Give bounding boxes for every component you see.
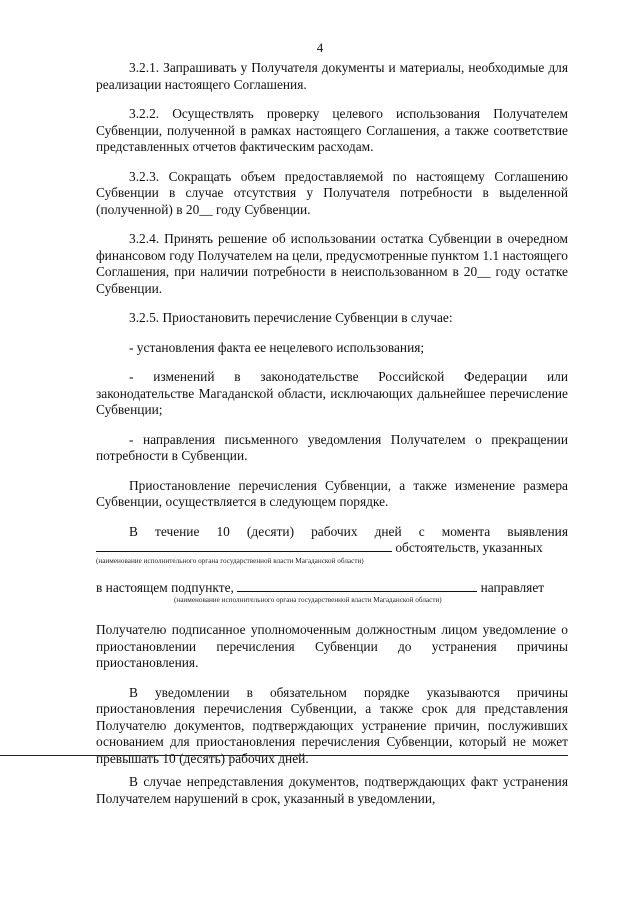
clause-3-2-3: 3.2.3. Сокращать объем предоставляемой по настоящему Соглашению Субвенции в случае отсутствия у Получателя потребности в выделенной (полученной) в 20__ году Субвенции.	[96, 168, 568, 217]
clause-3-2-1: 3.2.1. Запрашивать у Получателя документы и материалы, необходимые для реализации настоящего Соглашения.	[96, 60, 568, 92]
clause-3-2-4: 3.2.4. Принять решение об использовании остатка Субвенции в очередном финансовом году Получателем на цели, предусмотренные пунктом 1.1 настоящего Соглашения, при наличии потребности в неиспользованном в 20__ году остатке Субвенции.	[96, 231, 568, 296]
document-body	[96, 60, 568, 807]
direction-line-end: направляет	[480, 579, 545, 595]
authority-name-blank-1	[96, 540, 392, 552]
page-number: 4	[316, 40, 324, 55]
authority-name-caption-1: (наименование исполнительного органа государственной власти Магаданской области)	[96, 556, 364, 565]
notification-contents-paragraph: В уведомлении в обязательном порядке указываются причины приостановления перечисления Субвенции, а также срок для представления Получателю документов, подтверждающих устранение причин, послуживших основанием для приостановления перечисления Субвенции, который не может превышать 10 (десять) рабочих дней.	[96, 684, 568, 766]
page-bottom-rule	[0, 755, 568, 756]
clause-3-2-2: 3.2.2. Осуществлять проверку целевого использования Получателем Субвенции, полученной в рамках настоящего Соглашения, а также соответствие представленных отчетов фактическим расходам.	[96, 106, 568, 154]
deadline-line-1: В течение 10 (десяти) рабочих дней с момента выявления	[129, 523, 568, 539]
deadline-paragraph	[96, 524, 568, 566]
authority-name-caption-2: (наименование исполнительного органа государственной власти Магаданской области)	[174, 596, 442, 604]
direction-paragraph	[96, 580, 568, 606]
non-submission-paragraph: В случае непредставления документов, подтверждающих факт устранения Получателем нарушений в срок, указанный в уведомлении,	[96, 774, 568, 806]
suspension-procedure-intro: Приостановление перечисления Субвенции, а также изменение размера Субвенции, осуществляется в следующем порядке.	[96, 477, 568, 509]
suspension-reason-misuse: - установления факта ее нецелевого использования;	[129, 339, 425, 355]
suspension-reason-notice: - направления письменного уведомления Получателем о прекращении потребности в Субвенции.	[96, 431, 568, 463]
deadline-line-2-text: обстоятельств, указанных	[395, 540, 543, 555]
direction-line	[96, 580, 568, 597]
authority-name-blank-2	[237, 580, 477, 592]
notification-paragraph: Получателю подписанное уполномоченным должностным лицом уведомление о приостановлении перечисления Субвенции до устранения причины приостановления.	[96, 622, 568, 670]
direction-line-start: в настоящем подпункте,	[96, 579, 234, 595]
clause-3-2-5: 3.2.5. Приостановить перечисление Субвенции в случае:	[129, 310, 453, 325]
suspension-reason-legislation: - изменений в законодательстве Российской Федерации или законодательстве Магаданской области, исключающих дальнейшее перечисление Субвенции;	[96, 369, 568, 417]
deadline-line-2	[96, 540, 568, 557]
